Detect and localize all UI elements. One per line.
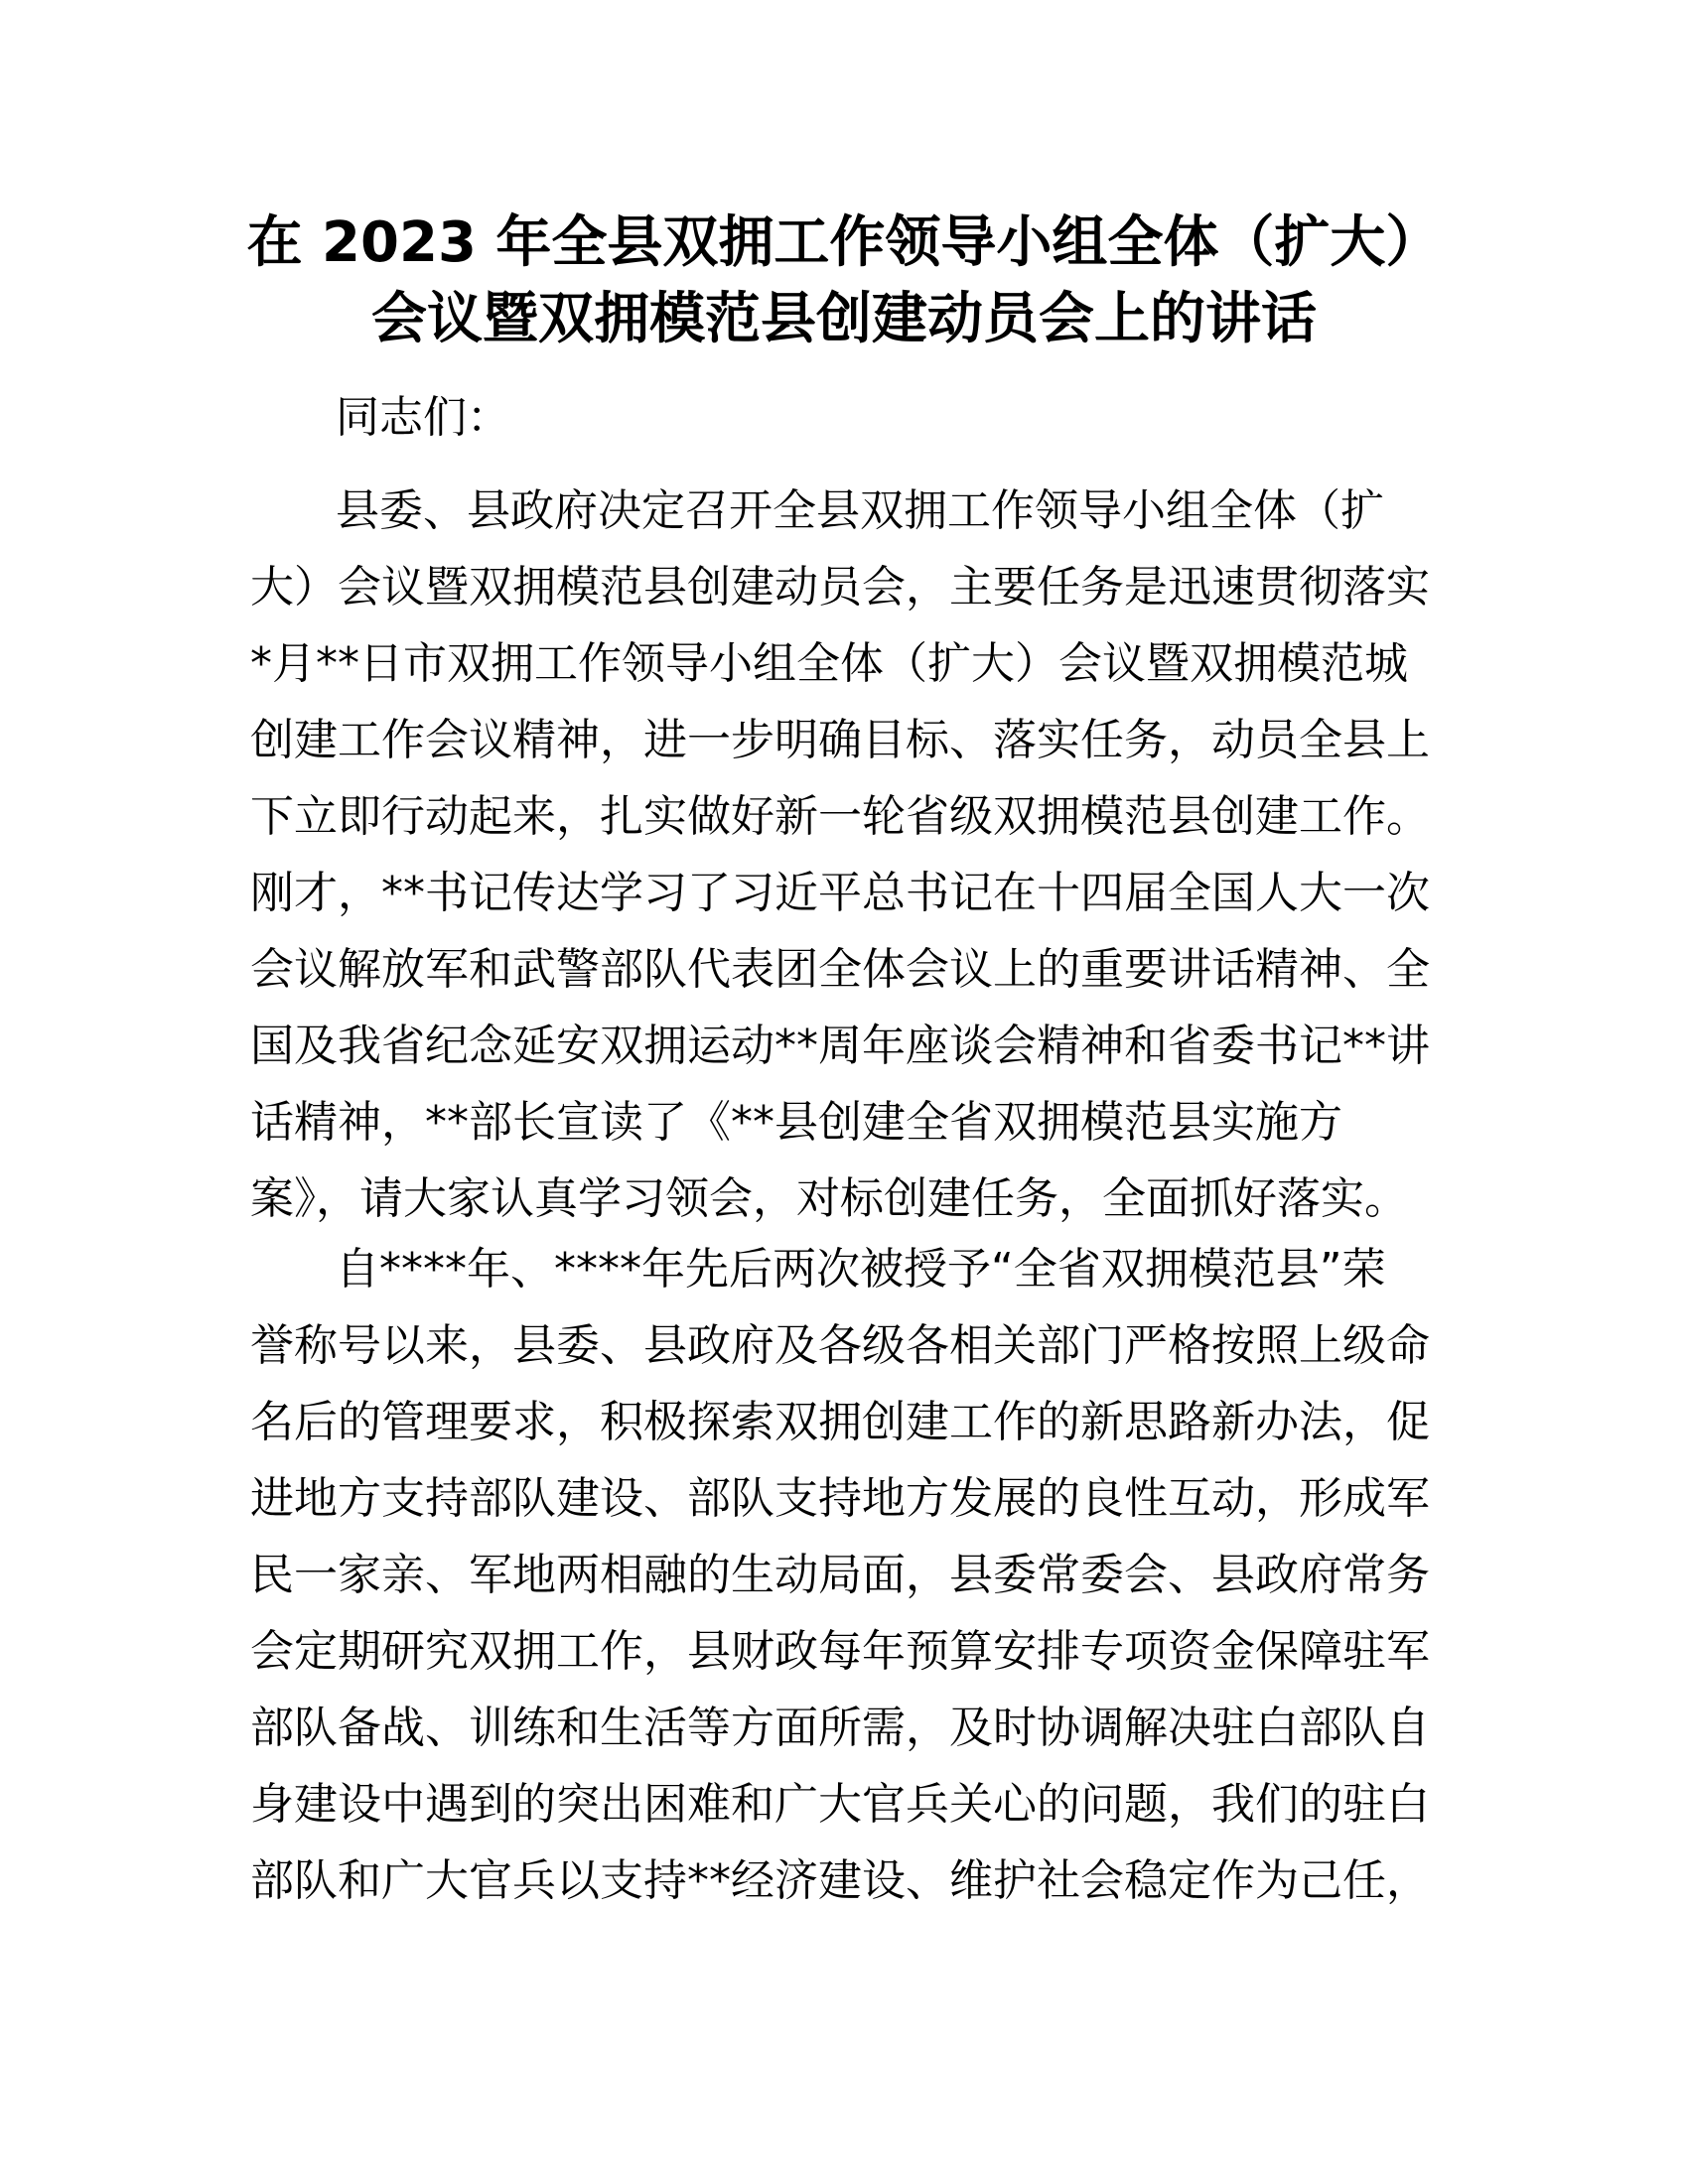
salutation: 同志们： bbox=[336, 392, 510, 443]
paragraph-line: 下立即行动起来，扎实做好新一轮省级双拥模范县创建工作。 bbox=[250, 791, 1430, 842]
paragraph-line: 进地方支持部队建设、部队支持地方发展的良性互动，形成军 bbox=[250, 1473, 1430, 1524]
paragraph-line: 案》，请大家认真学习领会，对标创建任务，全面抓好落实。 bbox=[250, 1173, 1408, 1224]
paragraph-line: 民一家亲、军地两相融的生动局面，县委常委会、县政府常务 bbox=[250, 1550, 1430, 1600]
document-title-line-2: 会议暨双拥模范县创建动员会上的讲话 bbox=[371, 287, 1317, 351]
paragraph-line: 大）会议暨双拥模范县创建动员会，主要任务是迅速贯彻落实 bbox=[250, 562, 1430, 613]
paragraph-line: 自****年、****年先后两次被授予“全省双拥模范县”荣 bbox=[336, 1244, 1386, 1295]
paragraph-line: 话精神，**部长宣读了《**县创建全省双拥模范县实施方 bbox=[250, 1097, 1342, 1148]
paragraph-2 bbox=[250, 1231, 1452, 1919]
paragraph-line: 名后的管理要求，积极探索双拥创建工作的新思路新办法，促 bbox=[250, 1397, 1430, 1447]
paragraph-line: 会议解放军和武警部队代表团全体会议上的重要讲话精神、全 bbox=[250, 944, 1430, 995]
paragraph-line: 部队备战、训练和生活等方面所需，及时协调解决驻白部队自 bbox=[250, 1703, 1430, 1753]
paragraph-line: 誉称号以来，县委、县政府及各级各相关部门严格按照上级命 bbox=[250, 1320, 1430, 1371]
paragraph-line: 会定期研究双拥工作，县财政每年预算安排专项资金保障驻军 bbox=[250, 1626, 1430, 1677]
paragraph-line: 国及我省纪念延安双拥运动**周年座谈会精神和省委书记**讲 bbox=[250, 1021, 1430, 1071]
paragraph-line: *月**日市双拥工作领导小组全体（扩大）会议暨双拥模范城 bbox=[250, 638, 1408, 689]
paragraph-line: 刚才，**书记传达学习了习近平总书记在十四届全国人大一次 bbox=[250, 868, 1430, 918]
paragraph-line: 身建设中遇到的突出困难和广大官兵关心的问题，我们的驻白 bbox=[250, 1779, 1430, 1830]
paragraph-line: 县委、县政府决定召开全县双拥工作领导小组全体（扩 bbox=[336, 485, 1384, 536]
paragraph-line: 部队和广大官兵以支持**经济建设、维护社会稳定作为己任， bbox=[250, 1855, 1430, 1906]
document-title-line-1: 在 2023 年全县双拥工作领导小组全体（扩大） bbox=[246, 210, 1442, 275]
paragraph-1 bbox=[250, 473, 1452, 1237]
paragraph-line: 创建工作会议精神，进一步明确目标、落实任务，动员全县上 bbox=[250, 715, 1430, 765]
